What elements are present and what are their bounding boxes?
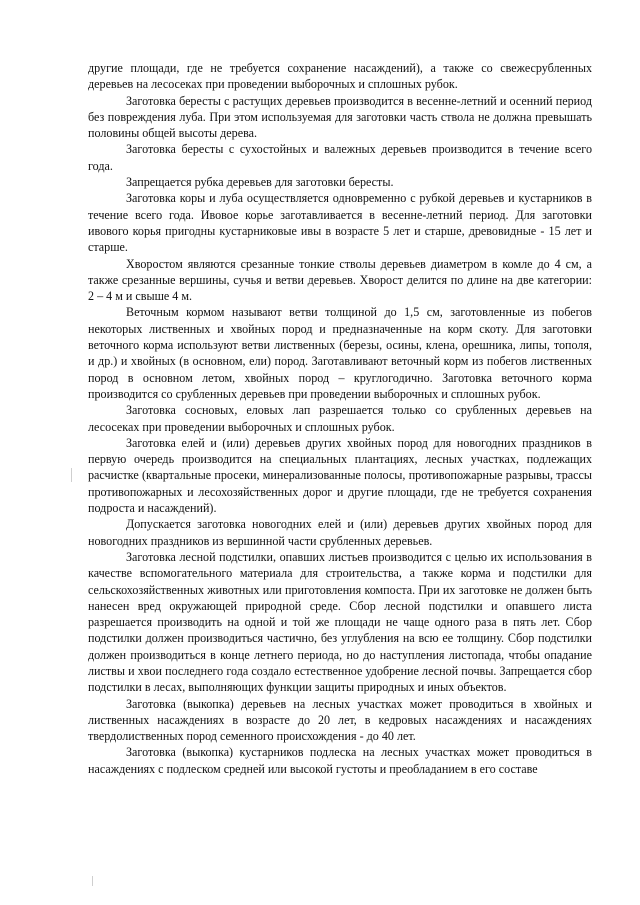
scan-margin-mark-left: [71, 468, 72, 482]
paragraph-new-year-trees: Заготовка елей и (или) деревьев других хвойных пород для новогодних праздников в первую очередь производится на специальных плантациях, лесных участках, подлежащих расчистке (квартальные просеки, минерализованные полосы, противопожарные разрывы, трассы противопожарных и лесохозяйственных дорог и другие площади, где не требуется сохранения подроста и насаждений).: [88, 435, 592, 516]
paragraph-birch-bark-living-trees: Заготовка бересты с растущих деревьев производится в весенне-летний и осенний период без повреждения луба. При этом используемая для заготовки часть ствола не должна превышать половины общей высоты дерева.: [88, 93, 592, 141]
paragraph-continuation: другие площади, где не требуется сохранение насаждений), а также со свежесрубленных деревьев на лесосеках при проведении выборочных и сплошных рубок.: [88, 61, 592, 92]
scan-margin-mark-bottom: [92, 876, 93, 886]
paragraph-bark-bast: Заготовка коры и луба осуществляется одновременно с рубкой деревьев и кустарников в течение всего года. Ивовое корье заготавливается в весенне-летний период. Для заготовки ивового корья пригодны кустарниковые ивы в возрасте 5 лет и старше, древовидные - 15 лет и старше.: [88, 191, 592, 255]
paragraph-birch-bark-ban: Запрещается рубка деревьев для заготовки бересты.: [126, 175, 394, 190]
paragraph-pine-spruce-branches: Заготовка сосновых, еловых лап разрешается только со срубленных деревьев на лесосеках при проведении выборочных и сплошных рубок.: [88, 403, 592, 434]
paragraph-forest-litter: Заготовка лесной подстилки, опавших листьев производится с целью их использования в качестве вспомогательного материала для строительства, а также корма и подстилки для сельскохозяйственных животных или приготовления компоста. При их заготовке не должен быть нанесен вред окружающей природной среде. Сбор лесной подстилки и опавшего листа разрешается производить на одной и той же площади не чаще одного раза в пять лет. Сбор подстилки должен производиться частично, без углубления на всю ее толщину. Сбор подстилки должен производиться в конце летнего периода, но до наступления листопада, чтобы опадание листвы и хвои последнего года создало естественное удобрение лесной почвы. Запрещается сбор подстилки в лесах, выполняющих функции защиты природных и иных объектов.: [88, 549, 592, 695]
paragraph-tree-digging: Заготовка (выкопка) деревьев на лесных участках может проводиться в хвойных и лиственных насаждениях в возрасте до 20 лет, в кедровых насаждениях и насаждениях твердолиственных пород семенного происхождения - до 40 лет.: [88, 696, 592, 744]
paragraph-twig-fodder: Веточным кормом называют ветви толщиной до 1,5 см, заготовленные из побегов некоторых лиственных и хвойных пород и предназначенные на корм скоту. Для заготовки веточного корма используют ветви лиственных (березы, осины, клена, орешника, липы, тополя, и др.) и хвойных (в основном, ели) пород. Заготавливают веточный корм из побегов лиственных пород в основном летом, хвойных пород – круглогодично. Заготовка веточного корма производится со срубленных деревьев при проведении выборочных и сплошных рубок.: [88, 305, 592, 401]
paragraph-new-year-tree-tops: Допускается заготовка новогодних елей и (или) деревьев других хвойных пород для новогодних праздников из вершинной части срубленных деревьев.: [88, 517, 592, 548]
document-page: [88, 60, 592, 777]
paragraph-brushwood: Хворостом являются срезанные тонкие стволы деревьев диаметром в комле до 4 см, а также срезанные вершины, сучья и ветви деревьев. Хворост делится по длине на две категории: 2 – 4 м и свыше 4 м.: [88, 256, 592, 304]
paragraph-shrub-digging: Заготовка (выкопка) кустарников подлеска на лесных участках может проводиться в насаждениях с подлеском средней или высокой густоты и преобладанием в его составе: [88, 745, 592, 776]
paragraph-birch-bark-dead-trees: Заготовка бересты с сухостойных и валежных деревьев производится в течение всего года.: [88, 142, 592, 173]
